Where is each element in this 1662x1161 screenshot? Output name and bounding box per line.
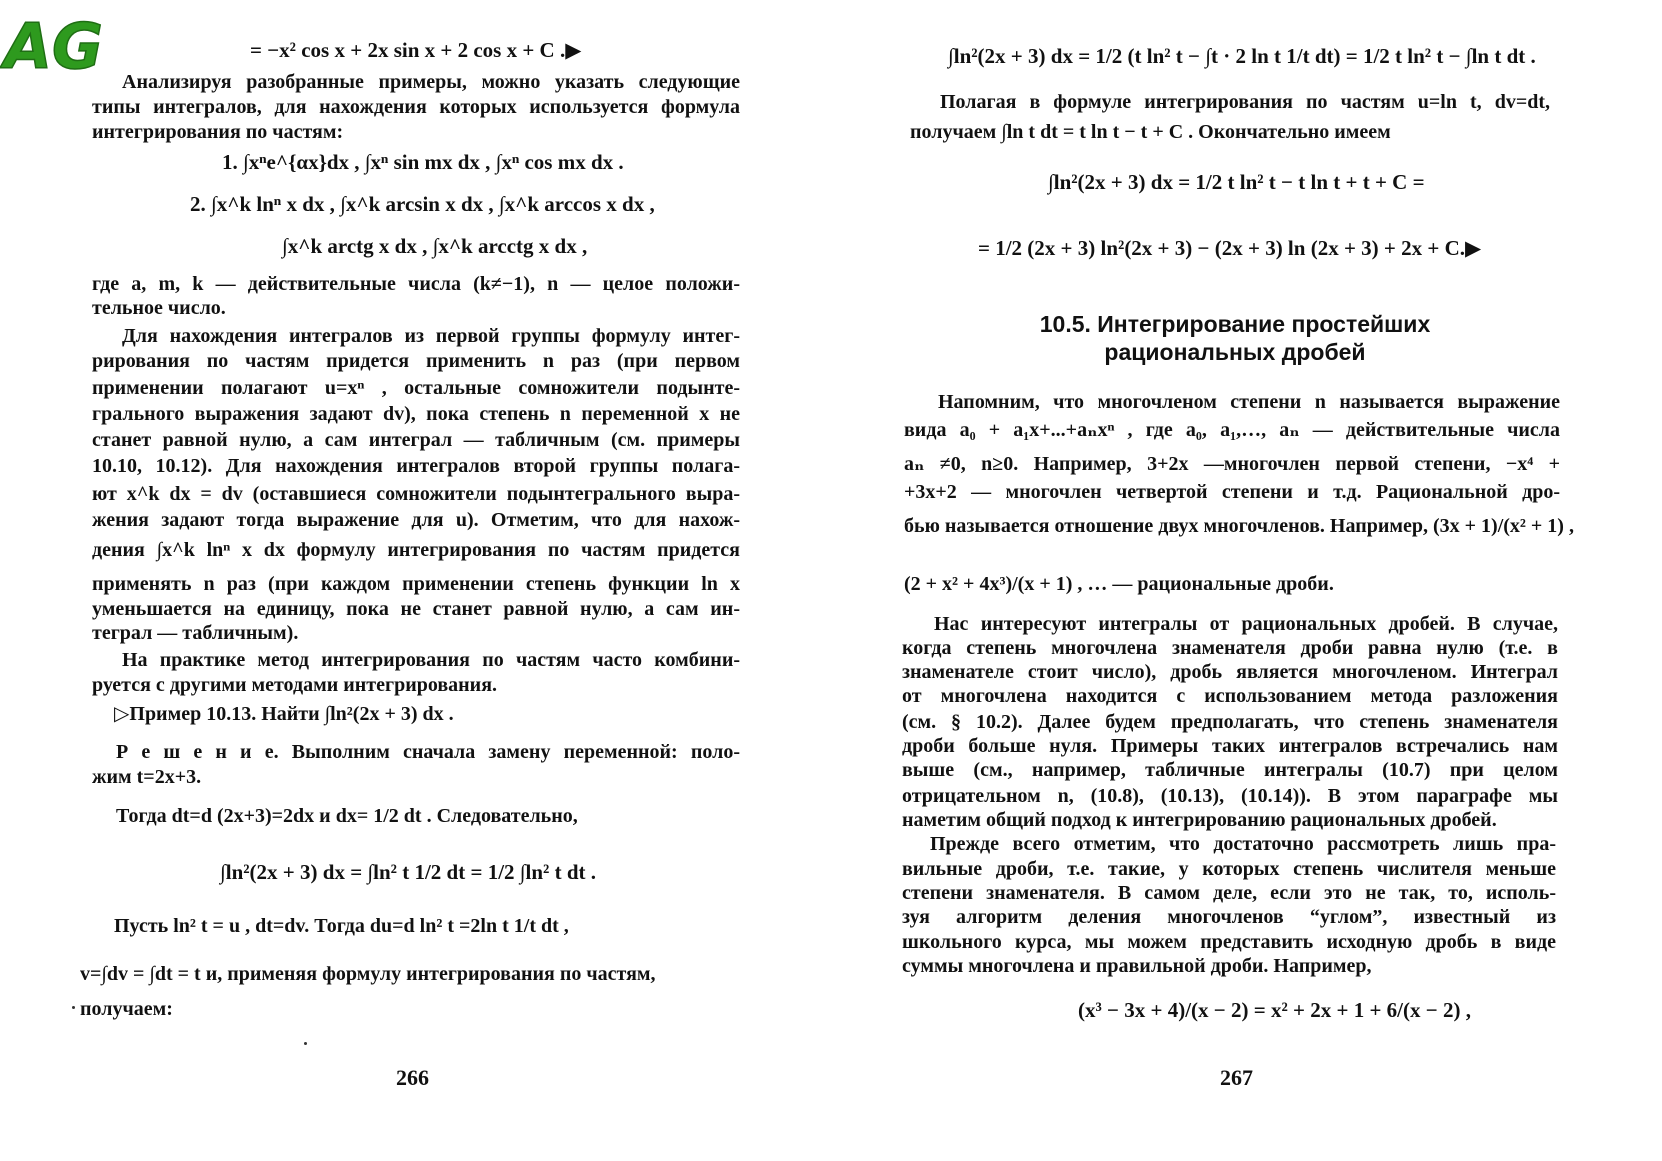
text-line: получаем:	[80, 998, 173, 1020]
text-line: Пусть ln² t = u , dt=dv. Тогда du=d ln² t =2ln t 1/t dt ,	[114, 915, 569, 937]
text-line: рирования по частям придется применить n раз (при первом	[92, 350, 740, 372]
text-line: уменьшается на единицу, пока не станет равной нулю, а сам ин-	[92, 598, 740, 620]
section-title: рациональных дробей	[1104, 339, 1366, 365]
formula-line: ∫ln²(2x + 3) dx = 1/2 t ln² t − t ln t + t + C =	[1048, 170, 1425, 194]
text-line: ют x^k dx = dv (оставшиеся сомножители подынтегрального выра-	[92, 483, 740, 505]
text-line: суммы многочлена и правильной дроби. Например,	[902, 955, 1372, 977]
text-line: бью называется отношение двух многочленов. Например, (3x + 1)/(x² + 1) ,	[904, 515, 1574, 537]
right-page	[830, 0, 1662, 1161]
text-line: Для нахождения интегралов из первой группы формулу интег-	[122, 325, 740, 347]
page-number-right: 267	[1220, 1065, 1253, 1090]
print-speck	[304, 1042, 307, 1045]
text-line: станет равной нулю, а сам интеграл — табличным (см. примеры	[92, 429, 740, 451]
text-line: На практике метод интегрирования по частям часто комбини-	[122, 649, 740, 671]
text-line: применении полагают u=xⁿ , остальные сомножители подынте-	[92, 377, 740, 399]
text-line: v=∫dv = ∫dt = t и, применяя формулу интегрирования по частям,	[80, 963, 656, 985]
text-line: Анализируя разобранные примеры, можно указать следующие	[122, 71, 740, 93]
text-line: получаем ∫ln t dt = t ln t − t + C . Окончательно имеем	[910, 121, 1391, 143]
text-line: применять n раз (при каждом применении степень функции ln x	[92, 573, 740, 595]
text-line: вида a₀ + a₁x+...+aₙxⁿ , где a₀, a₁,…, aₙ — действительные числа	[904, 419, 1560, 441]
text-line: Тогда dt=d (2x+3)=2dx и dx= 1/2 dt . Следовательно,	[116, 805, 578, 827]
formula-line: ∫ln²(2x + 3) dx = 1/2 (t ln² t − ∫t · 2 ln t 1/t dt) = 1/2 t ln² t − ∫ln t dt .	[948, 44, 1536, 68]
formula-line: = 1/2 (2x + 3) ln²(2x + 3) − (2x + 3) ln (2x + 3) + 2x + C.▶	[978, 236, 1482, 260]
page-number-left: 266	[396, 1065, 429, 1090]
text-line: (2 + x² + 4x³)/(x + 1) , … — рациональные дроби.	[904, 573, 1334, 595]
text-line: (см. § 10.2). Далее будем предполагать, что степень знаменателя	[902, 711, 1558, 733]
formula-line: (x³ − 3x + 4)/(x − 2) = x² + 2x + 1 + 6/(x − 2) ,	[1078, 998, 1471, 1022]
text-line: +3x+2 — многочлен четвертой степени и т.д. Рациональной дро-	[904, 481, 1560, 503]
text-line: наметим общий подход к интегрированию рациональных дробей.	[902, 809, 1497, 831]
text-line: степени знаменателя. В самом деле, если это не так, то, исполь-	[902, 882, 1556, 904]
text-line: когда степень многочлена знаменателя дроби равна нулю (т.е. в	[902, 637, 1558, 659]
text-line: Полагая в формуле интегрирования по частям u=ln t, dv=dt,	[940, 91, 1550, 113]
formula-line: = −x² cos x + 2x sin x + 2 cos x + C .▶	[250, 38, 582, 62]
text-line: Р е ш е н и е. Выполним сначала замену переменной: поло-	[116, 741, 740, 763]
text-line: школьного курса, мы можем представить исходную дробь в виде	[902, 931, 1556, 953]
text-line: типы интегралов, для нахождения которых используется формула	[92, 96, 740, 118]
formula-line: ∫x^k arctg x dx , ∫x^k arcctg x dx ,	[282, 234, 588, 258]
example-heading: ▷Пример 10.13. Найти ∫ln²(2x + 3) dx .	[114, 703, 454, 725]
text-line: от многочлена находится с использованием метода разложения	[902, 685, 1558, 707]
text-line: выше (см., например, табличные интегралы (10.7) при целом	[902, 759, 1558, 781]
formula-line: 2. ∫x^k lnⁿ x dx , ∫x^k arcsin x dx , ∫x^k arccos x dx ,	[190, 192, 655, 216]
text-line: тельное число.	[92, 297, 226, 319]
text-line: жения задают тогда выражение для u). Отметим, что для нахож-	[92, 509, 740, 531]
left-page	[0, 0, 830, 1161]
section-title: 10.5. Интегрирование простейших	[1039, 311, 1431, 337]
text-line: вильные дроби, т.е. такие, у которых степень числителя меньше	[902, 858, 1556, 880]
text-line: жим t=2x+3.	[92, 766, 202, 788]
text-line: 10.10, 10.12). Для нахождения интегралов второй группы полага-	[92, 455, 740, 477]
text-line: руется с другими методами интегрирования.	[92, 674, 498, 696]
text-line: Прежде всего отметим, что достаточно рассмотреть лишь пра-	[930, 833, 1556, 855]
text-line: знаменателе стоит число), дробь является многочленом. Интеграл	[902, 661, 1558, 683]
text-line: Напомним, что многочленом степени n называется выражение	[938, 391, 1560, 413]
text-line: aₙ ≠0, n≥0. Например, 3+2x —многочлен первой степени, −x⁴ +	[904, 453, 1560, 475]
print-speck	[72, 1006, 75, 1009]
formula-line: 1. ∫xⁿe^{αx}dx , ∫xⁿ sin mx dx , ∫xⁿ cos mx dx .	[222, 150, 624, 174]
text-line: зуя алгоритм деления многочленов “углом”, известный из	[902, 906, 1556, 928]
text-line: дения ∫x^k lnⁿ x dx формулу интегрирования по частям придется	[92, 539, 740, 561]
text-line: теграл — табличным).	[92, 622, 299, 644]
text-line: Нас интересуют интегралы от рациональных дробей. В случае,	[934, 613, 1558, 635]
text-line: интегрирования по частям:	[92, 121, 344, 143]
text-line: дроби больше нуля. Примеры таких интегралов встречались нам	[902, 735, 1558, 757]
text-line: грального выражения задают dv), пока степень n переменной x не	[92, 403, 740, 425]
text-line: где a, m, k — действительные числа (k≠−1), n — целое положи-	[92, 273, 740, 295]
svg-text:AG: AG	[4, 10, 103, 83]
formula-line: ∫ln²(2x + 3) dx = ∫ln² t 1/2 dt = 1/2 ∫ln² t dt .	[220, 860, 597, 884]
text-line: отрицательном n, (10.8), (10.13), (10.14)). В этом параграфе мы	[902, 785, 1558, 807]
